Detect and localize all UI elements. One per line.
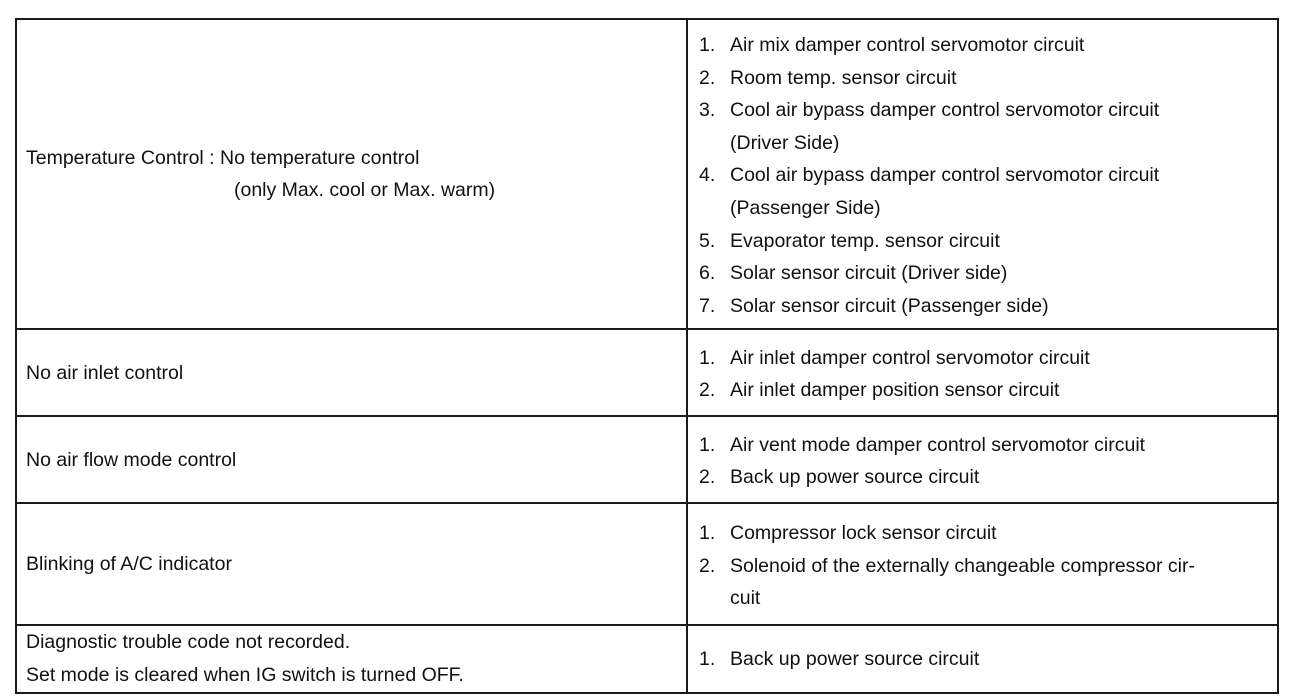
symptom-text: No air flow mode control <box>26 448 237 471</box>
causes-cell <box>687 503 1278 625</box>
symptom-cell <box>16 19 687 329</box>
list-item: 6. Solar sensor circuit (Driver side) <box>699 262 1008 285</box>
cause-list <box>699 643 1277 676</box>
list-item: 3. Cool air bypass damper control servomotor circuit (Driver Side) <box>699 99 1160 154</box>
list-item: 2. Air inlet damper position sensor circuit <box>699 379 1060 402</box>
symptom-text: Set mode is cleared when IG switch is turned OFF. <box>26 663 464 686</box>
list-item: 1. Air vent mode damper control servomotor circuit <box>699 433 1146 456</box>
symptom-cell <box>16 503 687 625</box>
cause-list <box>699 517 1277 615</box>
symptom-text: Diagnostic trouble code not recorded. <box>26 631 351 654</box>
table-row <box>16 329 1278 416</box>
table-row <box>16 625 1278 692</box>
symptom-text: Temperature Control : No temperature control <box>26 146 420 169</box>
symptom-text: (only Max. cool or Max. warm) <box>234 179 496 202</box>
list-item: 4. Cool air bypass damper control servomotor circuit (Passenger Side) <box>699 164 1160 219</box>
symptom-text: No air inlet control <box>26 361 184 384</box>
table-row <box>16 19 1278 329</box>
causes-cell <box>687 625 1278 692</box>
list-item: 1. Air mix damper control servomotor circuit <box>699 34 1085 56</box>
causes-cell <box>687 329 1278 416</box>
table-row <box>16 416 1278 503</box>
trouble-symptom-table <box>15 18 1279 694</box>
symptom-cell <box>16 329 687 416</box>
list-item: 2. Back up power source circuit <box>699 466 980 489</box>
list-item: 1. Compressor lock sensor circuit <box>699 521 997 544</box>
list-item: 7. Solar sensor circuit (Passenger side) <box>699 294 1049 317</box>
cause-list <box>699 342 1277 407</box>
cause-list <box>699 29 1277 322</box>
list-item: 1. Back up power source circuit <box>699 647 980 670</box>
causes-cell <box>687 19 1278 329</box>
symptom-cell <box>16 625 687 692</box>
list-item: 2. Solenoid of the externally changeable compressor cir- cuit <box>699 554 1196 610</box>
symptom-text: Blinking of A/C indicator <box>26 553 232 576</box>
cause-list <box>699 429 1277 494</box>
list-item: 2. Room temp. sensor circuit <box>699 66 957 89</box>
causes-cell <box>687 416 1278 503</box>
symptom-cell <box>16 416 687 503</box>
table-row <box>16 503 1278 625</box>
list-item: 5. Evaporator temp. sensor circuit <box>699 229 1000 252</box>
list-item: 1. Air inlet damper control servomotor circuit <box>699 346 1090 369</box>
